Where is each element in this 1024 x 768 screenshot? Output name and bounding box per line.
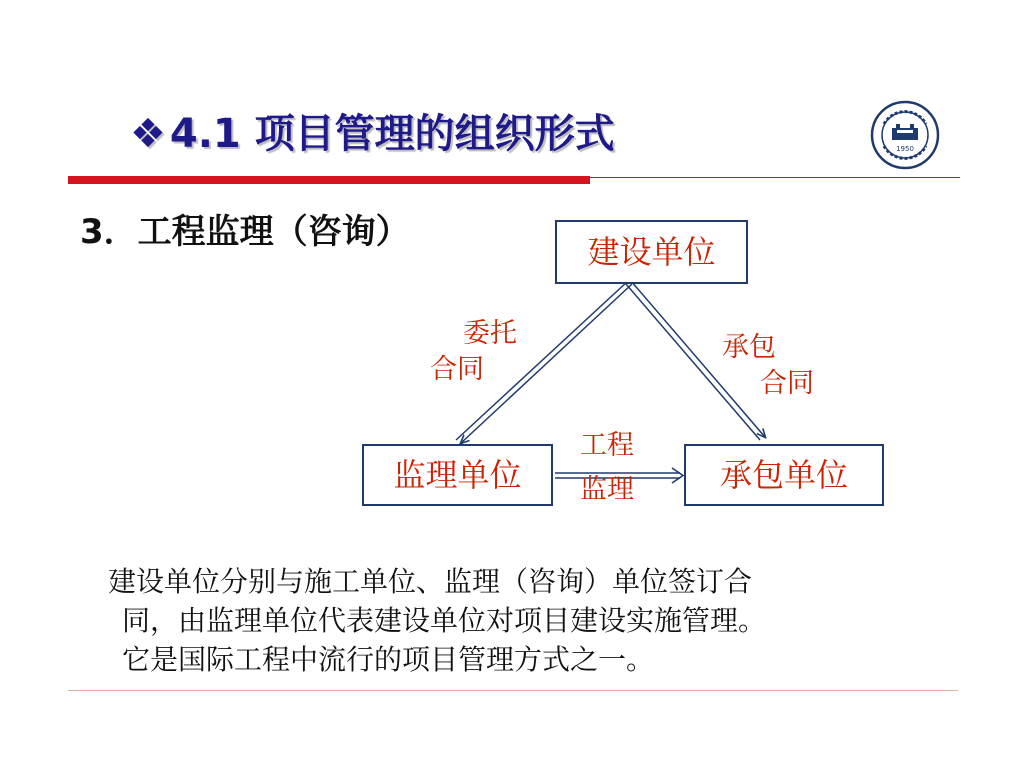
edge-label-entrust-2: 合同	[430, 354, 484, 385]
slide-title-text: 4.1 项目管理的组织形式	[169, 111, 615, 157]
seal-year: 1950	[896, 145, 914, 153]
edge-label-engineering-1: 工程	[580, 430, 634, 461]
diamond-bullet-icon: ❖	[130, 111, 166, 157]
description-line-3: 它是国际工程中流行的项目管理方式之一。	[122, 643, 655, 676]
description-line-1: 建设单位分别与施工单位、监理（咨询）单位签订合	[108, 565, 753, 598]
description-line-2: 同，由监理单位代表建设单位对项目建设实施管理。	[122, 604, 767, 637]
description-paragraph	[108, 562, 908, 679]
node-supervisor: 监理单位	[362, 444, 553, 506]
edge-label-engineering-2: 监理	[580, 474, 634, 505]
section-heading-text: ．工程监理（咨询）	[103, 212, 410, 252]
section-number: 3	[80, 212, 104, 252]
node-owner: 建设单位	[555, 220, 748, 284]
edge-label-contract-1: 承包	[722, 332, 776, 363]
footer-divider	[68, 690, 958, 691]
node-contractor: 承包单位	[684, 444, 884, 506]
edge-label-entrust-1: 委托	[463, 318, 517, 349]
edge-label-contract-2: 合同	[760, 368, 814, 399]
